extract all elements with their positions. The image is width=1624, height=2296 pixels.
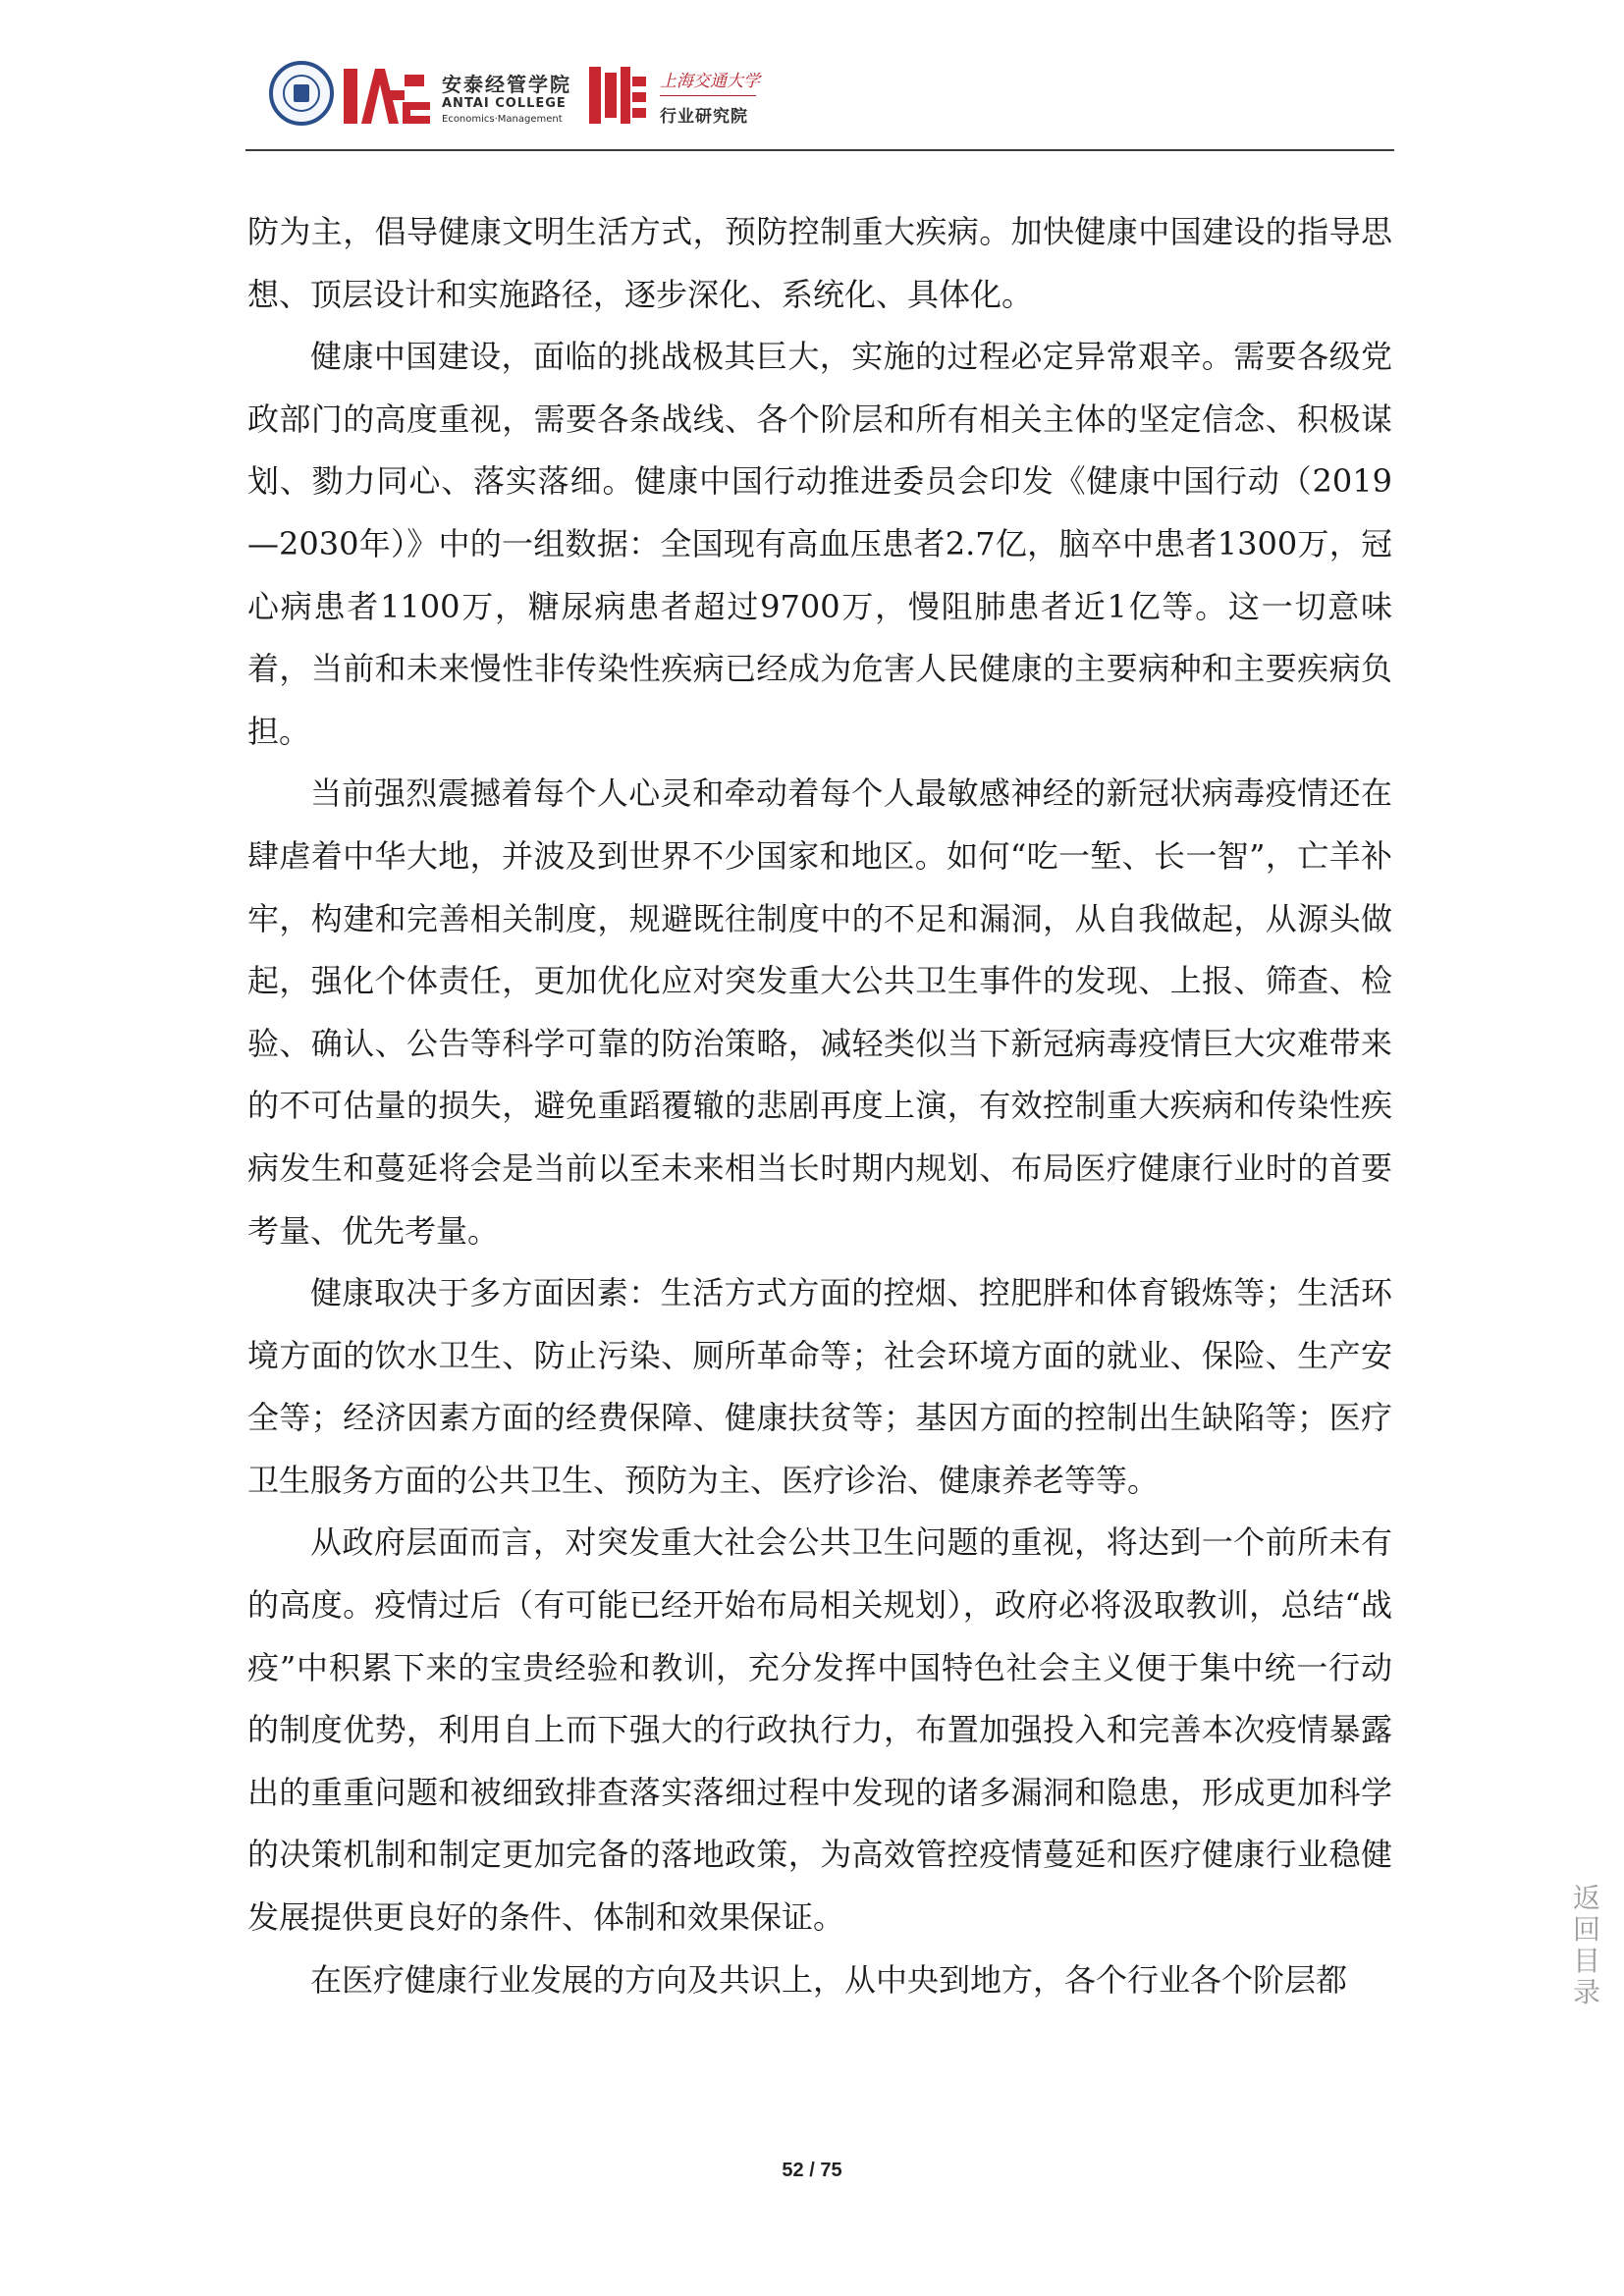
page-number: 52 / 75: [782, 2160, 842, 2181]
article-body: [247, 201, 1392, 2011]
back-link-char: 目: [1572, 1945, 1600, 1977]
back-link-char: 返: [1572, 1882, 1600, 1914]
logo-divider: [660, 95, 756, 96]
paragraph: 防为主，倡导健康文明生活方式，预防控制重大疾病。加快健康中国建设的指导思想、顶层设计和实施路径，逐步深化、系统化、具体化。: [247, 213, 1392, 313]
page-header: [245, 39, 1394, 152]
sjtu-wordmark: 上海交通大学: [660, 72, 760, 91]
seal-inner-ring: [283, 75, 320, 112]
industry-institute-name: 行业研究院: [660, 107, 748, 127]
header-divider: [245, 149, 1394, 151]
paragraph: 当前强烈震撼着每个人心灵和牵动着每个人最敏感神经的新冠状病毒疫情还在肆虐着中华大地，并波及到世界不少国家和地区。如何“吃一堑、长一智”，亡羊补牢，构建和完善相关制度，规避既往制度中的不足和漏洞，从自我做起，从源头做起，强化个体责任，更加优化应对突发重大公共卫生事件的发现、上报、筛查、检验、确认、公告等科学可靠的防治策略，减轻类似当下新冠病毒疫情巨大灾难带来的不可估量的损失，避免重蹈覆辙的悲剧再度上演，有效控制重大疾病和传染性疾病发生和蔓延将会是当前以至未来相当长时期内规划、布局医疗健康行业时的首要考量、优先考量。: [247, 774, 1392, 1250]
paragraph: 从政府层面而言，对突发重大社会公共卫生问题的重视，将达到一个前所未有的高度。疫情过后（有可能已经开始布局相关规划），政府必将汲取教训，总结“战疫”中积累下来的宝贵经验和教训，充分发挥中国特色社会主义便于集中统一行动的制度优势，利用自上而下强大的行政执行力，布置加强投入和完善本次疫情暴露出的重重问题和被细致排查落实落细过程中发现的诸多漏洞和隐患，形成更加科学的决策机制和制定更加完备的落地政策，为高效管控疫情蔓延和医疗健康行业稳健发展提供更良好的条件、体制和效果保证。: [247, 1523, 1392, 1937]
back-to-contents-link[interactable]: [1571, 1883, 1602, 2008]
back-link-char: 录: [1572, 1976, 1600, 2008]
antai-logo-cn: 安泰经管学院: [442, 73, 571, 96]
paragraph: 在医疗健康行业发展的方向及共识上，从中央到地方，各个行业各个阶层都: [310, 1960, 1348, 1999]
paragraph: 健康中国建设，面临的挑战极其巨大，实施的过程必定异常艰辛。需要各级党政部门的高度重视，需要各条战线、各个阶层和所有相关主体的坚定信念、积极谋划、勠力同心、落实落细。健康中国行动推进委员会印发《健康中国行动（2019—2030年）》中的一组数据：全国现有高血压患者2.7亿，脑卒中患者1300万，冠心病患者1100万，糖尿病患者超过9700万，慢阻肺患者近1亿等。这一切意味着，当前和未来慢性非传染性疾病已经成为危害人民健康的主要病种和主要疾病负担。: [247, 338, 1392, 750]
acem-logo: [344, 63, 432, 126]
antai-logo-en: ANTAI COLLEGE: [442, 96, 567, 111]
university-seal-logo: [269, 61, 334, 126]
institute-mark-icon: [589, 67, 646, 124]
seal-emblem: [294, 84, 309, 102]
paragraph: 健康取决于多方面因素：生活方式方面的控烟、控肥胖和体育锻炼等；生活环境方面的饮水卫生、防止污染、厕所革命等；社会环境方面的就业、保险、生产安全等；经济因素方面的经费保障、健康扶贫等；基因方面的控制出生缺陷等；医疗卫生服务方面的公共卫生、预防为主、医疗诊治、健康养老等等。: [247, 1274, 1392, 1499]
antai-logo-en-sub: Economics·Management: [442, 114, 563, 125]
back-link-char: 回: [1572, 1913, 1600, 1946]
